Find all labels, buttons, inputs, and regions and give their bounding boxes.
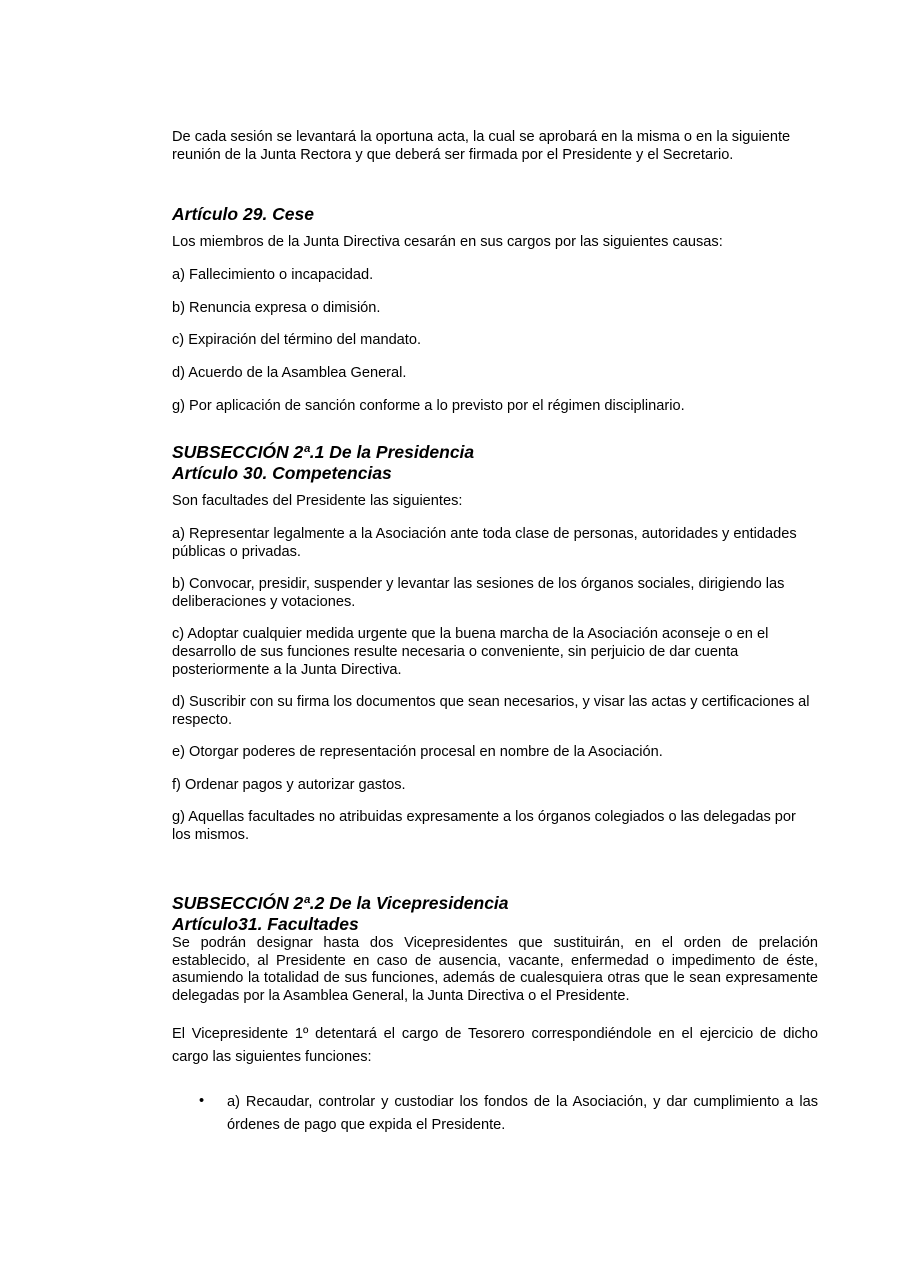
- article-29-lead: Los miembros de la Junta Directiva cesarán en sus cargos por las siguientes causas:: [172, 234, 723, 250]
- article-29-heading: Artículo 29. Cese: [172, 204, 314, 224]
- article-30-item-b: b) Convocar, presidir, suspender y levantar las sesiones de los órganos sociales, dirigiendo las deliberaciones y votaciones.: [172, 576, 785, 610]
- article-29-item-d: d) Acuerdo de la Asamblea General.: [172, 365, 407, 381]
- article-30-item-e: e) Otorgar poderes de representación procesal en nombre de la Asociación.: [172, 744, 663, 760]
- article-29-item-g: g) Por aplicación de sanción conforme a lo previsto por el régimen disciplinario.: [172, 398, 685, 414]
- bullet-icon: •: [199, 1093, 205, 1109]
- article-30-item-c: c) Adoptar cualquier medida urgente que la buena marcha de la Asociación aconseje o en el desarrollo de sus funciones resulte necesaria o conveniente, sin perjuicio de dar cuenta posteriormente a la Junta Directiva.: [172, 626, 769, 678]
- article-31-heading: Artículo31. Facultades: [172, 914, 359, 934]
- article-31-paragraph-2: El Vicepresidente 1º detentará el cargo de Tesorero correspondiéndole en el ejercicio de dicho cargo las siguientes funciones:: [172, 1026, 818, 1065]
- article-30-item-g: g) Aquellas facultades no atribuidas expresamente a los órganos colegiados o las delegadas por los mismos.: [172, 809, 796, 843]
- article-30-item-d: d) Suscribir con su firma los documentos que sean necesarios, y visar las actas y certificaciones al respecto.: [172, 694, 810, 728]
- article-29-item-b: b) Renuncia expresa o dimisión.: [172, 300, 381, 316]
- intro-paragraph: De cada sesión se levantará la oportuna acta, la cual se aprobará en la misma o en la siguiente reunión de la Junta Rectora y que deberá ser firmada por el Presidente y el Secretario.: [172, 129, 791, 163]
- subsection-2-2-heading: SUBSECCIÓN 2ª.2 De la Vicepresidencia: [172, 893, 509, 913]
- article-29-item-a: a) Fallecimiento o incapacidad.: [172, 267, 374, 283]
- article-31-paragraph-1: Se podrán designar hasta dos Vicepresidentes que sustituirán, en el orden de prelación establecido, al Presidente en caso de ausencia, vacante, enfermedad o impedimento de éste, asumiendo la totalidad de sus funciones, además de cualesquiera otras que le sean expresamente delegadas por la Asamblea General, la Junta Directiva o el Presidente.: [172, 935, 818, 1004]
- article-29-item-c: c) Expiración del término del mandato.: [172, 332, 422, 348]
- article-30-heading: Artículo 30. Competencias: [172, 463, 392, 483]
- article-30-lead: Son facultades del Presidente las siguientes:: [172, 493, 463, 509]
- treasurer-function-item-a: a) Recaudar, controlar y custodiar los fondos de la Asociación, y dar cumplimiento a las órdenes de pago que expida el Presidente.: [227, 1094, 818, 1133]
- subsection-2-1-heading: SUBSECCIÓN 2ª.1 De la Presidencia: [172, 442, 475, 462]
- article-30-item-a: a) Representar legalmente a la Asociación ante toda clase de personas, autoridades y entidades públicas o privadas.: [172, 526, 797, 560]
- article-30-item-f: f) Ordenar pagos y autorizar gastos.: [172, 777, 406, 793]
